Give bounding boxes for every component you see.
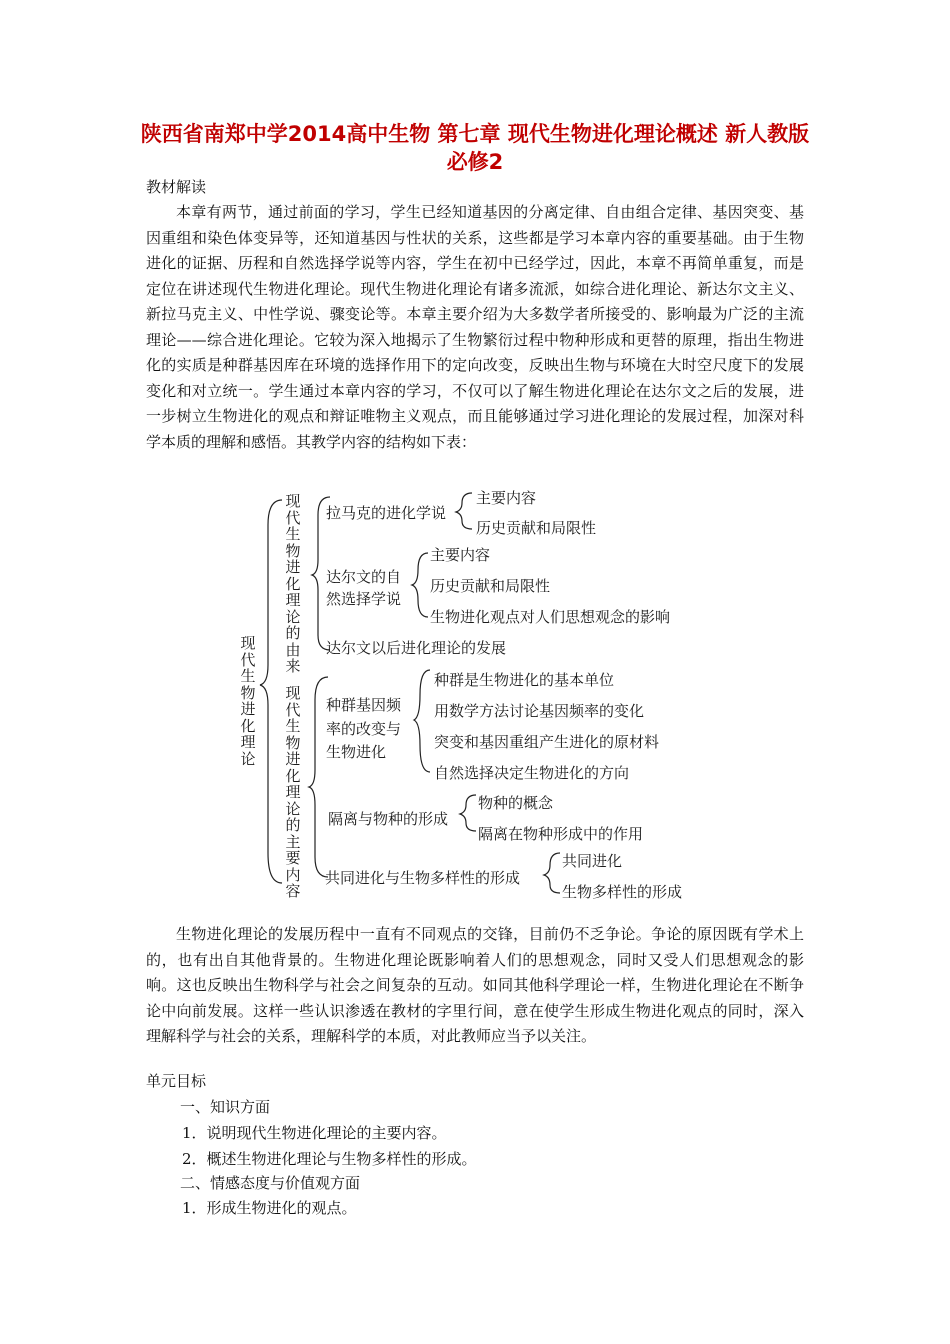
node-gene-frequency-line3: 生物进化 — [326, 743, 387, 761]
node-coevolution-item: 共同进化 — [562, 852, 623, 870]
brace-isolation — [460, 795, 476, 831]
goal-knowledge-heading: 一、知识方面 — [180, 1098, 271, 1116]
document-title: 陕西省南郑中学2014高中生物 第七章 现代生物进化理论概述 新人教版必修2 — [140, 122, 810, 174]
node-isolation: 隔离与物种的形成 — [328, 810, 449, 828]
brace-gene-frequency — [414, 670, 430, 772]
node-lamarck: 拉马克的进化学说 — [326, 504, 447, 522]
node-darwin-influence: 生物进化观点对人们思想观念的影响 — [430, 608, 671, 626]
goal-attitude-1: 1．形成生物进化的观点。 — [182, 1199, 357, 1217]
node-biodiversity: 生物多样性的形成 — [562, 883, 683, 901]
brace-root — [260, 500, 282, 883]
section-heading-textbook-interpretation: 教材解读 — [146, 178, 207, 196]
node-coevolution: 共同进化与生物多样性的形成 — [325, 869, 521, 887]
discussion-paragraph: 生物进化理论的发展历程中一直有不同观点的交锋，目前仍不乏争论。争论的原因既有学术上的，也有出自其他背景的。生物进化理论既影响着人们的思想观念，同时又受人们思想观念的影响。这也反映出生物科学与社会之间复杂的互动。如同其他科学理论一样，生物进化理论在不断争论中向前发展。这样一些认识渗透在教材的字里行间，意在使学生形成生物进化观点的同时，深入理解科学与社会的关系，理解科学的本质，对此教师应当予以关注。 — [146, 925, 804, 1045]
node-natural-selection: 自然选择决定生物进化的方向 — [434, 764, 630, 782]
node-mutation-material: 突变和基因重组产生进化的原材料 — [434, 733, 660, 751]
brace-coevolution — [544, 853, 560, 893]
node-darwin-content: 主要内容 — [430, 546, 491, 564]
node-isolation-role: 隔离在物种形成中的作用 — [478, 825, 644, 843]
node-species-concept: 物种的概念 — [478, 794, 554, 812]
diagram-root: 现代生物进化理论 — [240, 634, 256, 768]
node-darwin-line2: 然选择学说 — [326, 590, 402, 608]
section-heading-unit-goals: 单元目标 — [146, 1072, 207, 1090]
node-population-unit: 种群是生物进化的基本单位 — [434, 671, 615, 689]
goal-knowledge-1: 1．说明现代生物进化理论的主要内容。 — [182, 1124, 447, 1142]
node-gene-frequency-line1: 种群基因频 — [326, 696, 402, 714]
branch-origin: 现代生物进化理论的由来 — [285, 492, 301, 675]
node-darwin-line1: 达尔文的自 — [326, 568, 402, 586]
branch-main-content: 现代生物进化理论的主要内容 — [285, 684, 301, 900]
brace-darwin — [412, 553, 428, 617]
node-darwin-contribution: 历史贡献和局限性 — [430, 577, 551, 595]
node-lamarck-content: 主要内容 — [476, 489, 537, 507]
structure-diagram — [230, 485, 710, 901]
node-lamarck-contribution: 历史贡献和局限性 — [476, 519, 597, 537]
intro-paragraph: 本章有两节，通过前面的学习，学生已经知道基因的分离定律、自由组合定律、基因突变、基因重组和染色体变异等，还知道基因与性状的关系，这些都是学习本章内容的重要基础。由于生物进化的证据、历程和自然选择学说等内容，学生在初中已经学过，因此，本章不再简单重复，而是定位在讲述现代生物进化理论。现代生物进化理论有诸多流派，如综合进化理论、新达尔文主义、新拉马克主义、中性学说、骤变论等。本章主要介绍为大多数学者所接受的、影响最为广泛的主流理论——综合进化理论。它较为深入地揭示了生物繁衍过程中物种形成和更替的原理，指出生物进化的实质是种群基因库在环境的选择作用下的定向改变，反映出生物与环境在大时空尺度下的发展变化和对立统一。学生通过本章内容的学习，不仅可以了解生物进化理论在达尔文之后的发展，进一步树立生物进化的观点和辩证唯物主义观点，而且能够通过学习进化理论的发展过程，加深对科学本质的理解和感悟。其教学内容的结构如下表： — [146, 203, 804, 451]
goal-knowledge-2: 2．概述生物进化理论与生物多样性的形成。 — [182, 1150, 477, 1168]
goal-attitude-heading: 二、情感态度与价值观方面 — [180, 1174, 361, 1192]
node-post-darwin: 达尔文以后进化理论的发展 — [326, 639, 507, 657]
node-gene-frequency-line2: 率的改变与 — [326, 720, 402, 738]
node-math-method: 用数学方法讨论基因频率的变化 — [434, 702, 645, 720]
brace-lamarck — [456, 493, 472, 529]
